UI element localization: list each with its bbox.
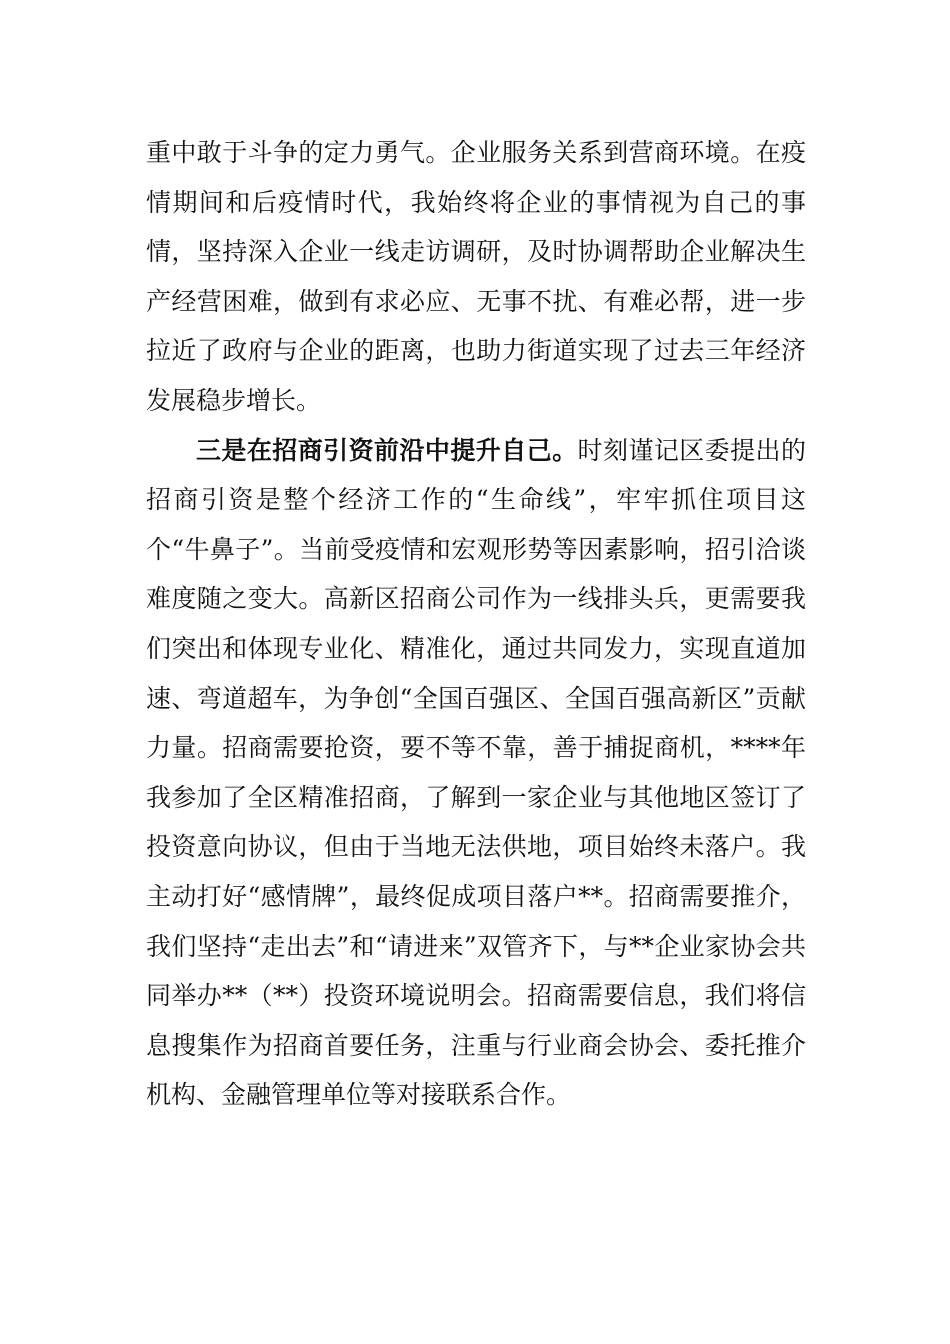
paragraph-investment bbox=[146, 426, 806, 1120]
paragraph-text: 时刻谨记区委提出的招商引资是整个经济工作的“生命线”，牢牢抓住项目这个“牛鼻子”。当前受疫情和宏观形势等因素影响，招引洽谈难度随之变大。高新区招商公司作为一线排头兵，更需要我们突出和体现专业化、精准化，通过共同发力，实现直道加速、弯道超车，为争创“全国百强区、全国百强高新区”贡献力量。招商需要抢资，要不等不靠，善于捕捉商机，****年我参加了全区精准招商，了解到一家企业与其他地区签订了投资意向协议，但由于当地无法供地，项目始终未落户。我主动打好“感情牌”，最终促成项目落户**。招商需要推介，我们坚持“走出去”和“请进来”双管齐下，与**企业家协会共同举办**（**）投资环境说明会。招商需要信息，我们将信息搜集作为招商首要任务，注重与行业商会协会、委托推介机构、金融管理单位等对接联系合作。 bbox=[146, 435, 806, 1110]
document-body bbox=[146, 128, 806, 1120]
paragraph-continuation bbox=[146, 128, 806, 426]
paragraph-heading: 三是在招商引资前沿中提升自己。 bbox=[196, 435, 578, 465]
paragraph-text: 重中敢于斗争的定力勇气。企业服务关系到营商环境。在疫情期间和后疫情时代，我始终将企业的事情视为自己的事情，坚持深入企业一线走访调研，及时协调帮助企业解决生产经营困难，做到有求必应、无事不扰、有难必帮，进一步拉近了政府与企业的距离，也助力街道实现了过去三年经济发展稳步增长。 bbox=[146, 138, 806, 415]
